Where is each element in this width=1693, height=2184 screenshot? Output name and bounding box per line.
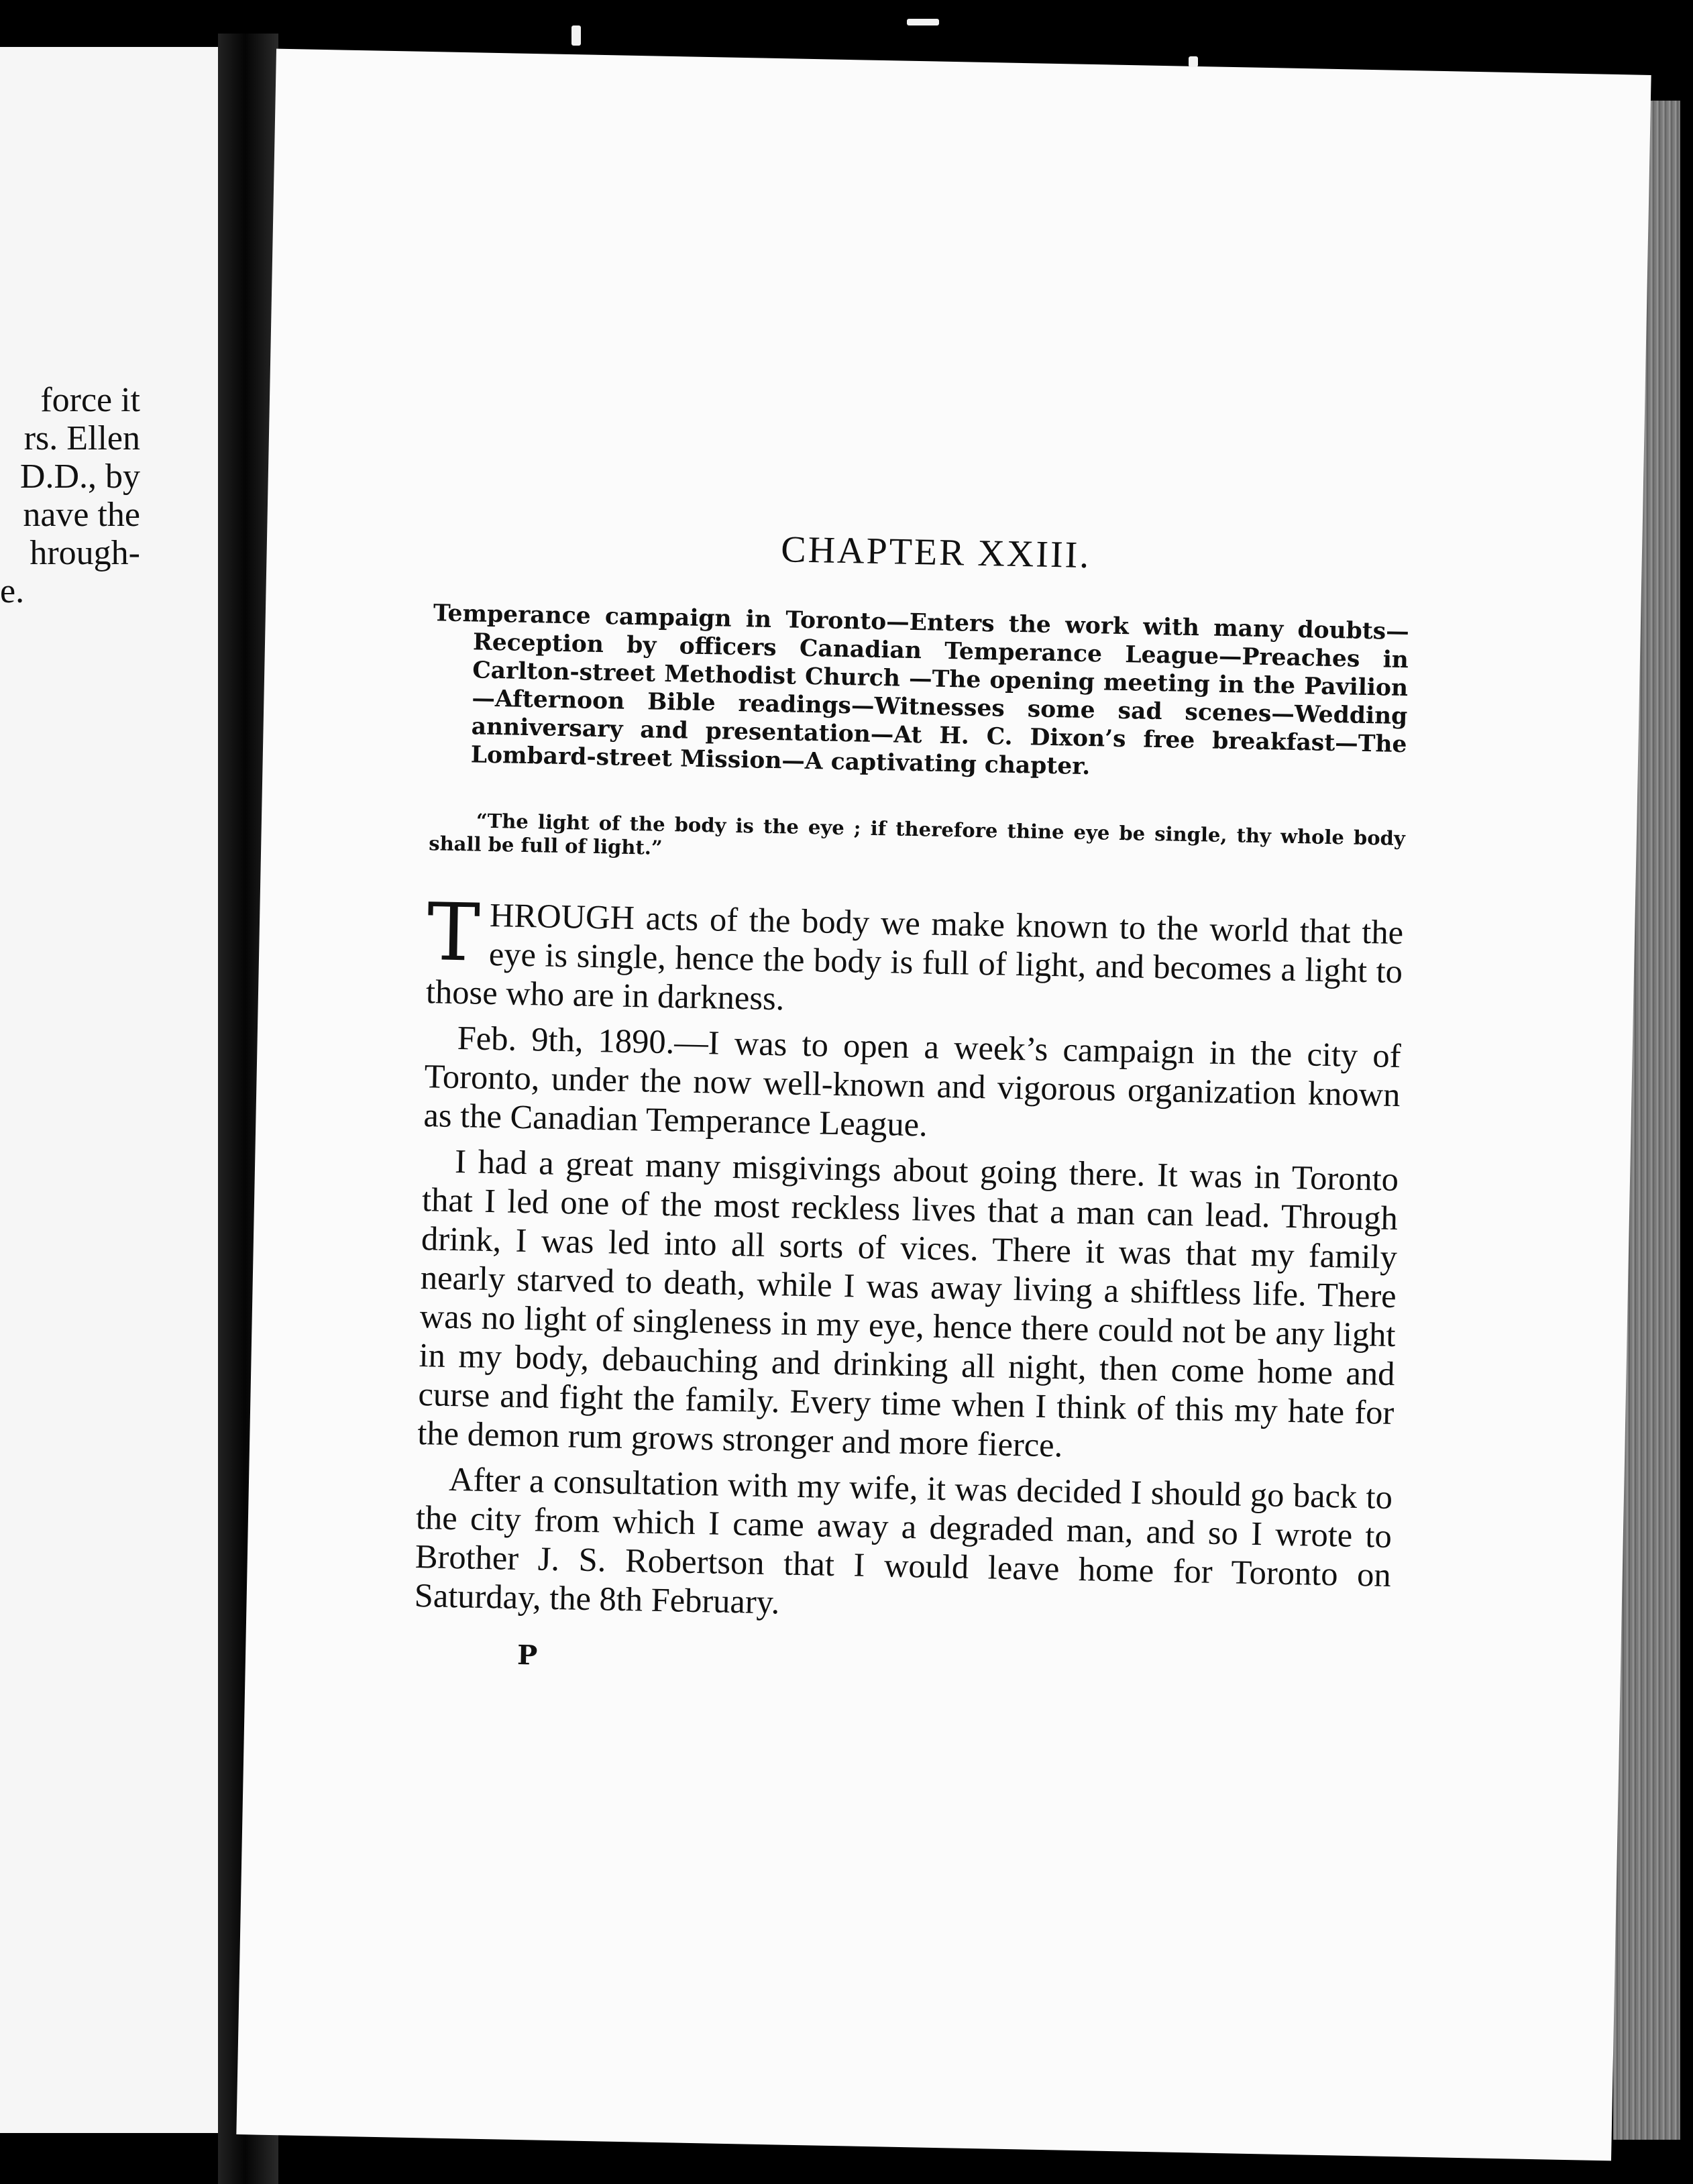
left-facing-page [0,47,220,2133]
left-fragment-line: rs. Ellen [23,419,140,457]
signature-mark: P [516,1639,538,1672]
paragraph-1 [425,885,1404,1030]
right-page [236,49,1651,2161]
paragraph-3: I had a great many misgivings about going there. It was in Toronto that I led one of the most reckless lives that a man can lead. Through drink, I was led into all sorts of vices. There it was that my family nearly starved to death, while I was away living a shiftless life. There was no light of singleness in my eye, hence there could not be any light in my body, debauching and drinking all night, then come home and curse and fight the family. Every time when I think of this my hate for the demon rum grows stronger and more fierce. [417,1142,1399,1464]
left-fragment-line: nave the [23,496,140,534]
scan-speck [1189,56,1198,67]
chapter-synopsis: Temperance campaign in Toronto—Enters the work with many doubts—Reception by officers Canadian Temperance League—Preaches in Carlton-street Methodist Church —The opening meeting in the Pavilion—Afternoon Bible readings—Witnesses some sad scenes—Wedding anniversary and presentation—At H. C. Dixon’s free breakfast—The Lombard-street Mission—A captivating chapter. [433,600,1410,781]
paragraph-4: After a consultation with my wife, it was decided I should go back to the city from which I came away a degraded man, and so I wrote to Brother J. S. Robertson that I would leave home for Toronto on Saturday, the 8th February. [414,1460,1393,1621]
scan-speck [907,19,939,25]
scan-speck [571,25,581,46]
left-fragment-line: hrough- [30,534,140,572]
page-content [413,521,1411,1688]
chapter-epigraph: “The light of the body is the eye ; if therefore thine eye be single, thy whole body shall be full of light.” [429,809,1406,859]
left-page-text-fragments [0,381,218,610]
chapter-title: CHAPTER XXIII. [780,529,1091,577]
left-fragment-line: D.D., by [19,457,140,496]
paragraph-2: Feb. 9th, 1890.—I was to open a week’s campaign in the city of Toronto, under the now well-known and vigorous organization known as the Canadian Temperance League. [423,1019,1402,1144]
drop-cap: T [426,885,481,979]
left-fragment-line: force it [40,381,140,419]
paragraph-1-text: HROUGH acts of the body we make known to the world that the eye is single, hence the body is full of light, and becomes a light to those who are in darkness. [425,895,1404,1018]
left-fragment-line: e. [0,572,25,610]
